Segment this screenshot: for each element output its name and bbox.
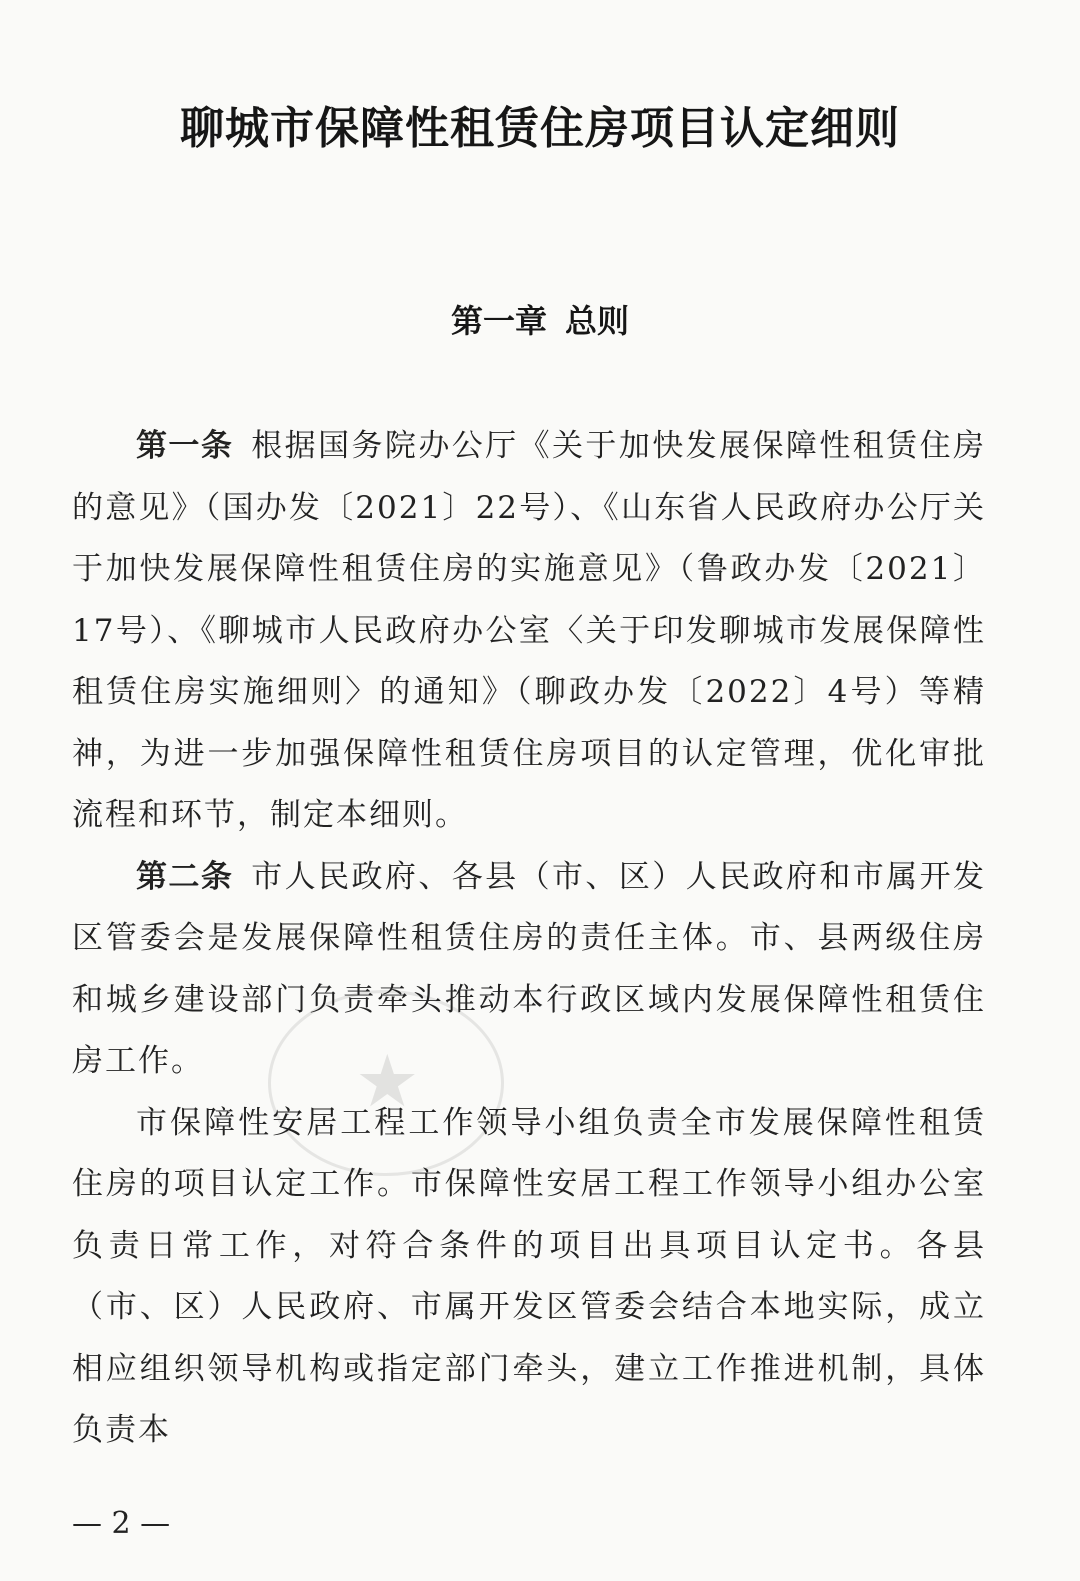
article-2-paragraph: [72, 847, 986, 1093]
chapter-title: [0, 296, 1080, 342]
page-number: — 2 —: [72, 1506, 171, 1541]
document-body: [72, 416, 986, 1462]
star-icon: ★: [355, 1039, 420, 1123]
document-title: 聊城市保障性租赁住房项目认定细则: [180, 103, 900, 154]
chapter-name: 总则: [565, 302, 630, 340]
article-label: 第一条: [136, 428, 234, 464]
article-2-continuation-paragraph: [72, 1093, 986, 1462]
article-label: 第二条: [136, 858, 234, 895]
article-1-paragraph: [72, 416, 986, 847]
article-text: 市保障性安居工程工作领导小组负责全市发展保障性租赁住房的项目认定工作。市保障性安居工程工作领导小组办公室负责日常工作，对符合条件的项目出具项目认定书。各县（市、区）人民政府、市属开发区管委会结合本地实际，成立相应组织领导机构或指定部门牵头，建立工作推进机制，具体负责本: [72, 1104, 986, 1448]
article-text: 市人民政府、各县（市、区）人民政府和市属开发区管委会是发展保障性租赁住房的责任主体。市、县两级住房和城乡建设部门负责牵头推动本行政区域内发展保障性租赁住房工作。: [72, 858, 986, 1079]
article-text: 根据国务院办公厅《关于加快发展保障性租赁住房的意见》（国办发〔2021〕22号）、《山东省人民政府办公厅关于加快发展保障性租赁住房的实施意见》（鲁政办发〔2021〕17号）、《聊城市人民政府办公室〈关于印发聊城市发展保障性租赁住房实施细则〉的通知》（聊政办发〔2022〕4号）等精神，为进一步加强保障性租赁住房项目的认定管理，优化审批流程和环节，制定本细则。: [72, 428, 986, 833]
chapter-number: 第一章: [450, 302, 547, 340]
